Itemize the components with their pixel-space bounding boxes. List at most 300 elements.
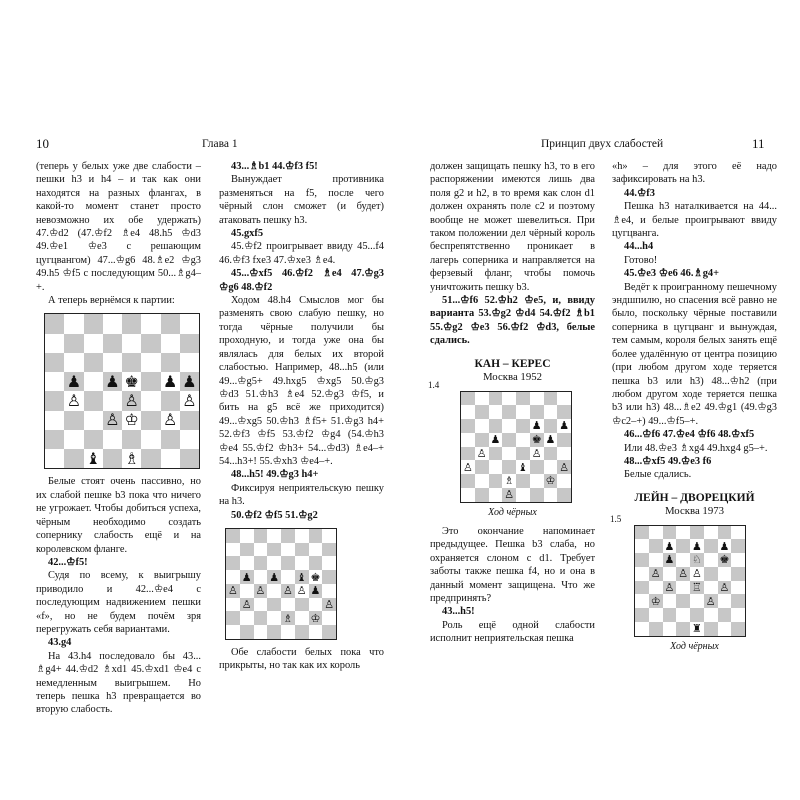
- move-notation: 48...h5! 49.♔g3 h4+: [231, 469, 319, 481]
- chess-piece: ♙: [559, 460, 570, 474]
- board-square: [516, 474, 530, 488]
- board-square: [226, 584, 240, 598]
- board-square: [122, 372, 141, 391]
- chess-piece: ♙: [296, 584, 307, 598]
- board-square: [64, 430, 83, 449]
- chess-piece: ♖: [691, 580, 702, 594]
- board-square: [690, 553, 704, 567]
- board-square: [663, 608, 677, 622]
- board-square: [544, 392, 558, 406]
- left-page-column-1: [36, 160, 201, 717]
- board-square: [267, 529, 281, 543]
- board-square: [544, 460, 558, 474]
- board-square: [122, 449, 141, 468]
- board-square: [676, 553, 690, 567]
- board-square: [281, 625, 295, 639]
- board-square: [141, 314, 160, 333]
- board-square: [180, 449, 199, 468]
- board-square: [45, 353, 64, 372]
- board-square: [475, 460, 489, 474]
- chess-piece: ♟: [269, 570, 280, 584]
- board-square: [704, 553, 718, 567]
- board-square: [731, 622, 745, 636]
- board-square: [161, 334, 180, 353]
- board-square: [676, 608, 690, 622]
- board-square: [489, 405, 503, 419]
- board-square: [161, 353, 180, 372]
- board-square: [103, 430, 122, 449]
- chess-piece: ♙: [504, 488, 515, 502]
- text-paragraph: Обе слабости белых пока что прикрыты, но так как их король: [219, 646, 384, 672]
- move-notation: 43...♗b1 44.♔f3 f5!: [231, 161, 318, 172]
- board-square: [530, 460, 544, 474]
- board-square: [731, 608, 745, 622]
- board-square: [84, 334, 103, 353]
- board-square: [254, 556, 268, 570]
- board-square: [141, 334, 160, 353]
- move-notation: 48...♔xf5 49.♔e3 f6: [624, 455, 712, 467]
- board-square: [122, 314, 141, 333]
- board-square: [690, 594, 704, 608]
- board-square: [295, 556, 309, 570]
- text-paragraph: Белые стоят очень пассивно, но их слабой пешке b3 пока что ничего не угрожает. Чтобы добиться успеха, чёрным необходимо создать сопернику слабость ещё и на королевском фланге.: [36, 476, 201, 555]
- board-square: [281, 529, 295, 543]
- board-square: [103, 372, 122, 391]
- board-square: [309, 584, 323, 598]
- board-square: [254, 611, 268, 625]
- board-square: [544, 433, 558, 447]
- board-square: [267, 570, 281, 584]
- board-square: [516, 488, 530, 502]
- board-square: [141, 391, 160, 410]
- board-square: [309, 625, 323, 639]
- chessboard: [225, 528, 337, 640]
- board-square: [676, 539, 690, 553]
- board-square: [718, 608, 732, 622]
- board-square: [557, 460, 571, 474]
- chess-piece: ♟: [664, 539, 675, 553]
- board-square: [281, 598, 295, 612]
- board-square: [530, 488, 544, 502]
- board-square: [557, 392, 571, 406]
- board-square: [84, 353, 103, 372]
- board-square: [84, 430, 103, 449]
- board-square: [635, 526, 649, 540]
- chessboard: [634, 525, 746, 637]
- board-square: [122, 391, 141, 410]
- board-square: [309, 543, 323, 557]
- text-paragraph: Ведёт к проигранному пешечному эндшпилю, но спасения всё равно не было, поскольку чёрные поставили соперника в цугцванг и вынуждая, тем самым, короля белых занять ещё более удалённую от центра позицию (при любом другом ходе теряется пешка b3 или h3) 48...♔h2 (при любом другом ходе теряется пешка b3 или h3) 48...♗e2 49.♔g1 (49.♔g3 ♔c2–+) 49...♔f5–+.: [612, 281, 777, 427]
- board-square: [240, 611, 254, 625]
- right-page-number: 11: [752, 136, 765, 151]
- chess-piece: ♙: [664, 580, 675, 594]
- board-square: [226, 598, 240, 612]
- chess-piece: ♗: [124, 448, 139, 468]
- chess-piece: ♔: [310, 611, 321, 625]
- board-square: [635, 567, 649, 581]
- board-square: [676, 622, 690, 636]
- game-place: Москва 1952: [482, 371, 543, 384]
- chess-piece: ♙: [241, 598, 252, 612]
- chess-piece: ♟: [310, 584, 321, 598]
- chess-piece: ♜: [691, 622, 702, 636]
- chess-piece: ♗: [282, 611, 293, 625]
- board-square: [516, 419, 530, 433]
- chess-piece: ♝: [517, 460, 528, 474]
- chessboard: [460, 391, 572, 503]
- board-square: [475, 488, 489, 502]
- board-square: [530, 392, 544, 406]
- chess-piece: ♟: [490, 433, 501, 447]
- board-square: [663, 567, 677, 581]
- chess-piece: ♙: [476, 446, 487, 460]
- board-square: [161, 391, 180, 410]
- board-square: [731, 526, 745, 540]
- move-notation: 50.♔f2 ♔f5 51.♔g2: [231, 509, 318, 521]
- board-square: [461, 488, 475, 502]
- board-square: [461, 419, 475, 433]
- board-square: [718, 594, 732, 608]
- chess-piece: ♚: [531, 433, 542, 447]
- board-square: [180, 411, 199, 430]
- board-square: [718, 553, 732, 567]
- board-square: [544, 488, 558, 502]
- chess-piece: ♟: [559, 419, 570, 433]
- board-square: [649, 581, 663, 595]
- board-square: [180, 391, 199, 410]
- board-square: [663, 526, 677, 540]
- board-square: [718, 567, 732, 581]
- chess-diagram: [36, 313, 201, 469]
- board-square: [502, 460, 516, 474]
- board-square: [649, 567, 663, 581]
- chess-diagram: [428, 379, 595, 519]
- board-square: [254, 584, 268, 598]
- board-square: [64, 449, 83, 468]
- board-square: [267, 598, 281, 612]
- chess-piece: ♚: [310, 570, 321, 584]
- chess-piece: ♙: [691, 567, 702, 581]
- chess-piece: ♙: [66, 391, 82, 411]
- board-square: [635, 581, 649, 595]
- board-square: [649, 622, 663, 636]
- board-square: [180, 372, 199, 391]
- board-square: [557, 488, 571, 502]
- board-square: [240, 598, 254, 612]
- board-square: [489, 447, 503, 461]
- board-square: [103, 314, 122, 333]
- chess-piece: ♟: [545, 433, 556, 447]
- board-square: [635, 608, 649, 622]
- board-square: [103, 449, 122, 468]
- board-square: [141, 411, 160, 430]
- board-square: [475, 405, 489, 419]
- board-square: [161, 411, 180, 430]
- board-square: [635, 553, 649, 567]
- board-square: [502, 392, 516, 406]
- board-square: [322, 529, 336, 543]
- board-square: [84, 411, 103, 430]
- board-square: [45, 314, 64, 333]
- move-notation: 45...♔xf5 46.♔f2 ♗e4 47.♔g3 ♔g6 48.♔f2: [219, 268, 384, 293]
- chess-piece: ♚: [719, 553, 730, 567]
- chess-piece: ♘: [691, 553, 702, 567]
- text-paragraph: А теперь вернёмся к партии:: [48, 295, 175, 307]
- board-square: [676, 526, 690, 540]
- board-square: [64, 353, 83, 372]
- chess-piece: ♔: [124, 410, 139, 430]
- board-square: [557, 474, 571, 488]
- board-square: [704, 539, 718, 553]
- right-running-title: Принцип двух слабостей: [541, 138, 664, 150]
- board-square: [635, 622, 649, 636]
- board-square: [475, 447, 489, 461]
- diagram-number: 1.4: [428, 379, 440, 390]
- board-square: [704, 608, 718, 622]
- board-square: [544, 405, 558, 419]
- board-square: [690, 567, 704, 581]
- board-square: [309, 598, 323, 612]
- board-square: [676, 594, 690, 608]
- board-square: [530, 474, 544, 488]
- board-square: [690, 608, 704, 622]
- chess-piece: ♟: [105, 371, 120, 391]
- text-paragraph: «h» – для этого её надо зафиксировать на h3.: [612, 161, 777, 186]
- board-square: [663, 581, 677, 595]
- chess-piece: ♔: [650, 594, 661, 608]
- board-square: [704, 594, 718, 608]
- board-square: [103, 353, 122, 372]
- board-square: [84, 314, 103, 333]
- board-square: [530, 447, 544, 461]
- board-square: [122, 334, 141, 353]
- board-square: [322, 556, 336, 570]
- board-square: [161, 430, 180, 449]
- board-square: [84, 449, 103, 468]
- board-square: [141, 449, 160, 468]
- board-square: [281, 543, 295, 557]
- move-notation: 45.gxf5: [231, 228, 264, 240]
- chess-piece: ♙: [531, 446, 542, 460]
- board-square: [731, 553, 745, 567]
- board-square: [530, 419, 544, 433]
- chess-piece: ♝: [85, 448, 101, 468]
- board-square: [690, 581, 704, 595]
- board-square: [530, 405, 544, 419]
- board-square: [267, 625, 281, 639]
- chess-piece: ♙: [678, 567, 689, 581]
- board-square: [141, 430, 160, 449]
- board-square: [704, 622, 718, 636]
- board-square: [281, 584, 295, 598]
- game-title: ЛЕЙН – ДВОРЕЦКИЙ: [634, 491, 755, 504]
- board-square: [516, 460, 530, 474]
- chess-piece: ♙: [162, 410, 178, 430]
- board-square: [475, 474, 489, 488]
- board-square: [322, 570, 336, 584]
- right-page-column-1: [430, 160, 595, 646]
- chess-piece: ♙: [650, 567, 661, 581]
- board-square: [718, 539, 732, 553]
- left-page-column-2: [219, 160, 384, 673]
- move-notation: 45.♔e3 ♔e6 46.♗g4+: [624, 268, 720, 280]
- board-square: [475, 433, 489, 447]
- board-square: [649, 539, 663, 553]
- board-square: [649, 553, 663, 567]
- board-square: [141, 353, 160, 372]
- board-square: [281, 611, 295, 625]
- board-square: [103, 391, 122, 410]
- board-square: [502, 405, 516, 419]
- move-notation: 46...♔f6 47.♔e4 ♔f6 48.♔xf5: [624, 429, 755, 441]
- chess-piece: ♙: [124, 391, 139, 411]
- chess-piece: ♙: [705, 594, 716, 608]
- chess-piece: ♟: [66, 371, 82, 391]
- board-square: [704, 567, 718, 581]
- text-paragraph: Белые сдались.: [624, 469, 692, 481]
- board-square: [122, 411, 141, 430]
- board-square: [309, 611, 323, 625]
- board-square: [663, 622, 677, 636]
- chess-piece: ♟: [691, 539, 702, 553]
- board-square: [309, 556, 323, 570]
- left-running-title: Глава 1: [202, 138, 238, 150]
- board-square: [731, 581, 745, 595]
- board-square: [267, 543, 281, 557]
- board-square: [731, 539, 745, 553]
- chess-piece: ♙: [719, 580, 730, 594]
- text-paragraph: Роль ещё одной слабости исполнит неприятельская пешка: [430, 619, 595, 645]
- board-square: [45, 411, 64, 430]
- text-paragraph: Вынуждает противника разменяться на f5, после чего чёрный слон сможет (и будет) атаковать пешку h3.: [219, 174, 384, 226]
- board-square: [254, 625, 268, 639]
- board-square: [240, 570, 254, 584]
- chess-piece: ♟: [182, 371, 197, 391]
- board-square: [461, 460, 475, 474]
- board-square: [676, 567, 690, 581]
- board-square: [489, 419, 503, 433]
- text-paragraph: Это окончание напоминает предыдущее. Пешка b3 слаба, но охраняется слоном с d1. Требует заботы также пешка f4, но и она в данный момент защищена. Что же предпринять?: [430, 525, 595, 604]
- board-square: [295, 529, 309, 543]
- board-square: [254, 543, 268, 557]
- board-square: [663, 594, 677, 608]
- text-paragraph: Ходом 48.h4 Смыслов мог бы разменять свою слабую пешку, но тогда чёрные получили бы проходную, и тогда уже она бы являлась для белых их второй слабостью. Например, 48...h5 (или 49...♔g5+ 49.hxg5 ♔xg5 50.♔g3 ♔d3 51.♔h3 ♗e4 52.♔g3 ♔f5, и бить на g5 всё же приходится) 49...♔xg5 50.♔h3 ♗f5+ 51.♔g3 h4+ 52.♔f3 ♔f5 53.♔f2 ♔g4 (54.♔h3 ♔e4 55.♔f2 ♔h3+ 54...♔d3) ♗e4–+ 54...h3+! 55.♔xh3 ♔e4–+.: [219, 295, 384, 467]
- board-square: [180, 334, 199, 353]
- board-square: [64, 372, 83, 391]
- text-paragraph: Готово!: [624, 254, 658, 266]
- diagram-number: 1.5: [610, 513, 622, 524]
- board-square: [161, 449, 180, 468]
- board-square: [502, 419, 516, 433]
- chess-piece: ♚: [124, 371, 139, 391]
- board-square: [240, 625, 254, 639]
- board-square: [489, 460, 503, 474]
- board-square: [240, 543, 254, 557]
- chess-piece: ♟: [719, 539, 730, 553]
- board-square: [718, 526, 732, 540]
- board-square: [502, 447, 516, 461]
- text-paragraph: (теперь у белых уже две слабости – пешки h3 и h4 – и так как они находятся на разных флангах, в какой-то момент станет просто невозможно их обе удержать) 47.♔d2 (47.♔f2 ♗e4 48.h5 ♔d3 49.♔e1 ♔e3 с решающим цугцвангом) 47...♔g6 48.♗e2 ♔g3 49.h5 ♔f5 с последующим 50...♗g4–+.: [36, 161, 201, 293]
- text-paragraph: Пешка h3 наталкивается на 44... ♗e4, и белые проигрывают ввиду цугцванга.: [612, 201, 777, 240]
- board-square: [516, 447, 530, 461]
- board-square: [180, 430, 199, 449]
- board-square: [45, 430, 64, 449]
- game-title: КАН – КЕРЕС: [474, 357, 551, 370]
- board-square: [45, 334, 64, 353]
- board-square: [84, 391, 103, 410]
- board-square: [295, 543, 309, 557]
- text-paragraph: На 43.h4 последовало бы 43... ♗g4+ 44.♔d2 ♗xd1 45.♔xd1 ♔e4 с немедленным выигрышем. Но теперь пешка h3 превращается во вторую слабость.: [36, 650, 201, 716]
- board-square: [461, 447, 475, 461]
- board-square: [240, 584, 254, 598]
- move-notation: 43.g4: [48, 637, 72, 649]
- board-square: [45, 391, 64, 410]
- chess-piece: ♙: [255, 584, 266, 598]
- board-square: [322, 598, 336, 612]
- move-notation: 44...h4: [624, 241, 654, 253]
- chess-diagram: [219, 528, 384, 640]
- board-square: [489, 433, 503, 447]
- board-square: [240, 556, 254, 570]
- move-notation: 42...♔f5!: [48, 556, 88, 568]
- chess-piece: ♟: [162, 371, 178, 391]
- board-square: [309, 529, 323, 543]
- board-square: [690, 539, 704, 553]
- board-square: [516, 405, 530, 419]
- chess-diagram: [610, 513, 777, 653]
- board-square: [461, 474, 475, 488]
- board-square: [254, 529, 268, 543]
- board-square: [226, 529, 240, 543]
- chess-piece: ♙: [282, 584, 293, 598]
- board-square: [267, 611, 281, 625]
- chess-piece: ♟: [664, 553, 675, 567]
- move-notation: 43...h5!: [442, 606, 475, 618]
- board-square: [544, 474, 558, 488]
- board-square: [557, 433, 571, 447]
- board-square: [64, 314, 83, 333]
- move-notation: 44.♔f3: [624, 187, 655, 199]
- board-square: [226, 556, 240, 570]
- left-page-number: 10: [36, 136, 49, 151]
- board-square: [161, 314, 180, 333]
- board-square: [64, 411, 83, 430]
- board-square: [295, 570, 309, 584]
- board-square: [557, 405, 571, 419]
- board-square: [635, 539, 649, 553]
- board-square: [649, 526, 663, 540]
- chess-piece: ♟: [241, 570, 252, 584]
- board-square: [502, 488, 516, 502]
- board-square: [461, 405, 475, 419]
- board-square: [226, 625, 240, 639]
- board-square: [103, 411, 122, 430]
- right-page-column-2: [612, 160, 777, 659]
- board-square: [704, 526, 718, 540]
- chess-piece: ♙: [324, 598, 335, 612]
- board-square: [489, 474, 503, 488]
- board-square: [226, 543, 240, 557]
- board-square: [475, 419, 489, 433]
- board-square: [254, 598, 268, 612]
- board-square: [322, 625, 336, 639]
- chessboard: [44, 313, 200, 469]
- board-square: [690, 622, 704, 636]
- board-square: [690, 526, 704, 540]
- board-square: [718, 622, 732, 636]
- board-square: [122, 430, 141, 449]
- chess-piece: ♗: [504, 474, 515, 488]
